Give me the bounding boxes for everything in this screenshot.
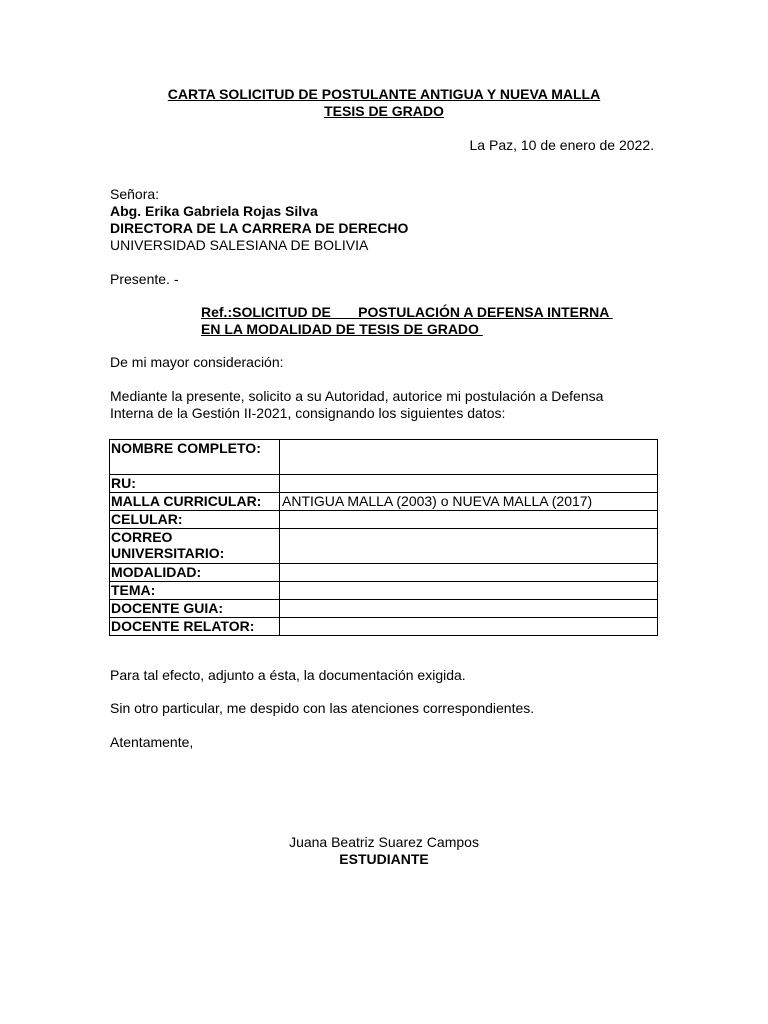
row-label: TEMA: (110, 582, 280, 600)
reference-line-2: EN LA MODALIDAD DE TESIS DE GRADO (201, 321, 483, 337)
row-label: CELULAR: (110, 511, 280, 529)
table-row (110, 511, 658, 529)
greeting: De mi mayor consideración: (110, 354, 284, 370)
row-label: MALLA CURRICULAR: (110, 493, 280, 511)
row-value (280, 600, 658, 618)
document-title-line-1: CARTA SOLICITUD DE POSTULANTE ANTIGUA Y NUEVA MALLA (167, 86, 601, 102)
student-data-table (109, 439, 658, 636)
table-row (110, 582, 658, 600)
farewell-line: Sin otro particular, me despido con las atenciones correspondientes. (110, 700, 535, 716)
signature-name: Juana Beatriz Suarez Campos (289, 834, 479, 850)
table-row (110, 493, 658, 511)
row-value: ANTIGUA MALLA (2003) o NUEVA MALLA (2017) (280, 493, 658, 511)
letter-date: La Paz, 10 de enero de 2022. (469, 137, 654, 153)
row-value (280, 511, 658, 529)
document-title-line-2: TESIS DE GRADO (324, 103, 444, 119)
recipient-salutation: Señora: (110, 186, 160, 202)
recipient-position: DIRECTORA DE LA CARRERA DE DERECHO (110, 220, 409, 236)
row-label: RU: (110, 475, 280, 493)
table-row (110, 564, 658, 582)
row-label: DOCENTE RELATOR: (110, 618, 280, 636)
table-row (110, 440, 658, 475)
row-value (280, 440, 658, 475)
row-value (280, 475, 658, 493)
table-row (110, 475, 658, 493)
recipient-institution: UNIVERSIDAD SALESIANA DE BOLIVIA (110, 237, 369, 253)
body-line-2: Interna de la Gestión II-2021, consignando los siguientes datos: (110, 405, 506, 421)
table-row (110, 618, 658, 636)
regards-line: Atentamente, (110, 734, 194, 750)
row-label: CORREO UNIVERSITARIO: (110, 529, 280, 564)
recipient-name: Abg. Erika Gabriela Rojas Silva (110, 203, 318, 219)
table-row (110, 529, 658, 564)
row-label: MODALIDAD: (110, 564, 280, 582)
row-label: NOMBRE COMPLETO: (110, 440, 280, 475)
reference-line-1: Ref.:SOLICITUD DE POSTULACIÓN A DEFENSA INTERNA (201, 304, 613, 320)
body-line-1: Mediante la presente, solicito a su Autoridad, autorice mi postulación a Defensa (110, 388, 604, 404)
row-label: DOCENTE GUIA: (110, 600, 280, 618)
presente-line: Presente. - (110, 271, 179, 287)
attachment-note: Para tal efecto, adjunto a ésta, la documentación exigida. (110, 667, 466, 683)
row-value (280, 582, 658, 600)
signature-role: ESTUDIANTE (339, 851, 429, 867)
row-value (280, 618, 658, 636)
table-row (110, 600, 658, 618)
row-value (280, 564, 658, 582)
row-value (280, 529, 658, 564)
